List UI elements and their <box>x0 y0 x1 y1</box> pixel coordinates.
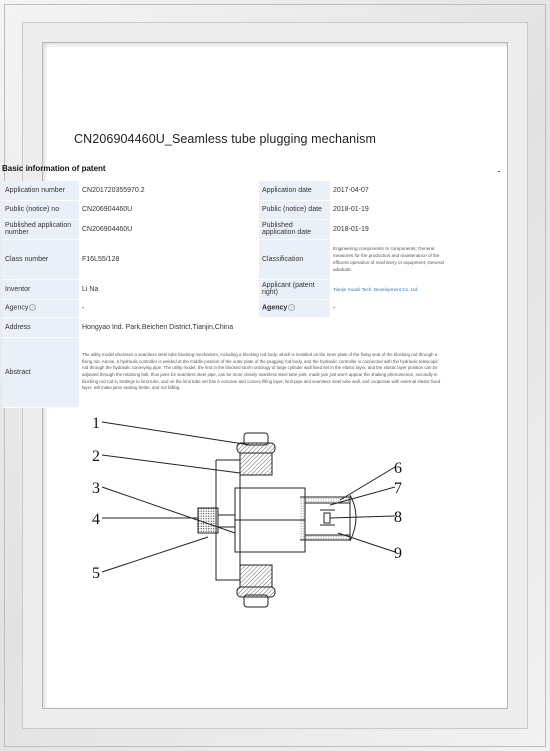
figure-label-5: 5 <box>92 565 100 582</box>
help-icon[interactable]: ? <box>29 304 36 311</box>
table-row <box>2 239 448 279</box>
label-application-date: Application date <box>259 181 330 200</box>
value-agency: - <box>79 299 259 317</box>
value-application-date: 2017-04-07 <box>330 181 448 200</box>
figure-label-4: 4 <box>92 511 100 528</box>
figure-label-7: 7 <box>394 480 402 497</box>
label-application-number: Application number <box>2 181 79 200</box>
value-application-number: CN201720355970.2 <box>79 181 259 200</box>
label-inventor: Inventor <box>2 279 79 299</box>
table-row <box>2 181 448 200</box>
table-row <box>2 317 448 337</box>
table-row <box>2 219 448 239</box>
value-classification: Engineering components or components; General measures for the production and maintenance of the efficient operation of machinery or equipment; General adiabatic <box>330 239 448 279</box>
figure-label-9: 9 <box>394 545 402 562</box>
page-title: CN206904460U_Seamless tube plugging mechanism <box>74 132 376 146</box>
label-agency: Agency <box>5 304 29 312</box>
label-published-application-number: Published application number <box>2 219 79 239</box>
table-row <box>2 200 448 219</box>
label-published-application-date: Published application date <box>259 219 330 239</box>
value-public-date: 2018-01-19 <box>330 200 448 219</box>
label-public-no: Public (notice) no <box>2 200 79 219</box>
value-published-application-number: CN206904460U <box>79 219 259 239</box>
mechanism-drawing <box>102 422 395 607</box>
value-public-no: CN206904460U <box>79 200 259 219</box>
value-address: Hongyao Ind. Park,Beichen District,Tianjin,China <box>79 317 448 337</box>
label-class-number: Class number <box>2 239 79 279</box>
patent-drawing <box>90 415 420 627</box>
header-rule <box>498 171 500 172</box>
figure-label-6: 6 <box>394 460 402 477</box>
table-row <box>2 337 448 407</box>
value-applicant-link[interactable]: Tianjin Xuanli Tech. Development Co. Ltd. <box>333 286 419 292</box>
figure-label-1: 1 <box>92 415 100 432</box>
value-abstract: The utility model discloses a seamless steel tube blocking mechanism, including a blocking rod body, which is installed on the inner plate of the fixing seat of the blocking rod through a fixing nut. Above, a hydraulic controller is welded at the middle position of the outer plate of the plugging rod body, and the hydraulic controller is connected with the hydraulic telescopic rod through the hydraulic conveying pipe. The utility model, the first in the blocked storm ontology of large cylinder wall fixed set in the elastic layer, and the elastic layer position can be adjusted through the retaining bolt, thus jams for seamless steel pipe, can be more closely seamless steel tube joint, made jam just won't appear the shaking phenomenon, secondly in blocking rod rod in Settings to limit tube, and on the limit tube set has a concave and convex filling layer, limit pipe and seamless steel tube wall, and cooperate with external elastic fixed layer, will make jams sealing better, and not falling. <box>79 337 448 407</box>
label-address: Address <box>2 317 79 337</box>
value-agency-2: - <box>330 299 448 317</box>
table-row <box>2 279 448 299</box>
label-classification: Classification <box>259 239 330 279</box>
label-applicant: Applicant (patent right) <box>259 279 330 299</box>
help-icon[interactable]: ? <box>288 304 295 311</box>
value-inventor: Li Na <box>79 279 259 299</box>
figure-label-2: 2 <box>92 448 100 465</box>
table-row <box>2 299 448 317</box>
value-published-application-date: 2018-01-19 <box>330 219 448 239</box>
section-title: Basic information of patent <box>2 164 106 173</box>
figure-label-3: 3 <box>92 480 100 497</box>
patent-info-table <box>2 181 448 408</box>
label-agency-2: Agency <box>262 304 288 312</box>
figure-label-8: 8 <box>394 509 402 526</box>
value-class-number: F16L55/128 <box>79 239 259 279</box>
label-public-date: Public (notice) date <box>259 200 330 219</box>
label-abstract: Abstract <box>2 337 79 407</box>
